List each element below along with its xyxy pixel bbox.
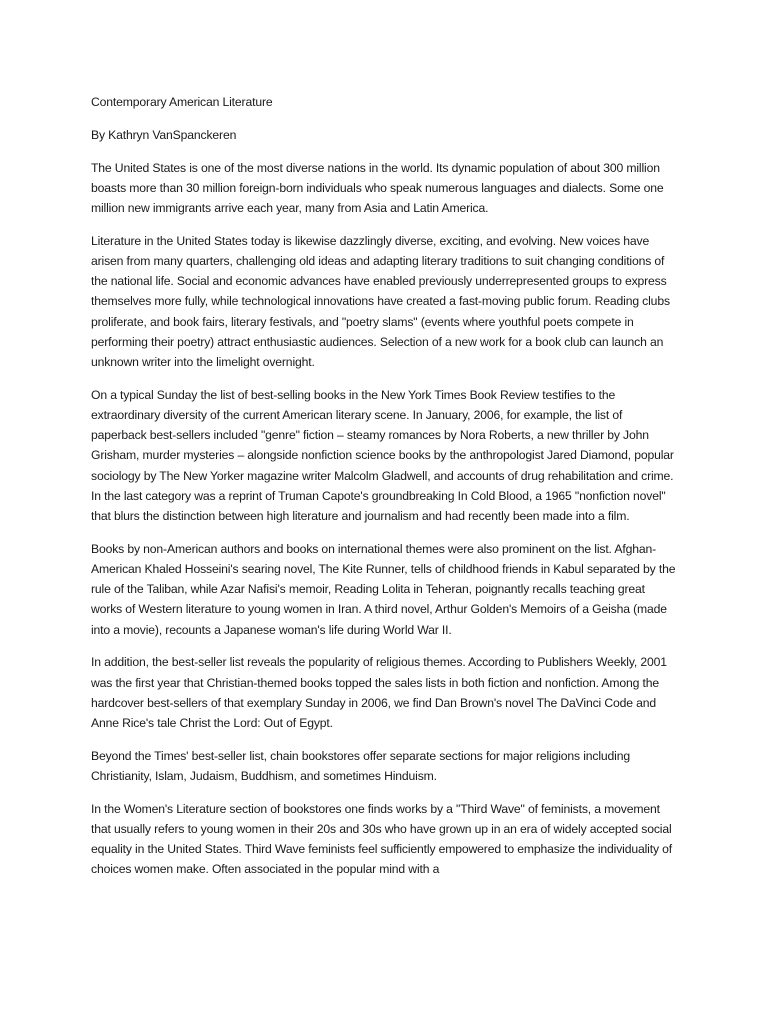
document-body [91, 92, 679, 892]
body-paragraph: In the Women's Literature section of bookstores one finds works by a "Third Wave" of feminists, a movement that usually refers to young women in their 20s and 30s who have grown up in an era of widely accepted social equality in the United States. Third Wave feminists feel sufficiently empowered to emphasize the individuality of choices women make. Often associated in the popular mind with a [91, 801, 672, 877]
body-paragraph: Literature in the United States today is likewise dazzlingly diverse, exciting, and evolving. New voices have arisen from many quarters, challenging old ideas and adapting literary traditions to suit changing conditions of the national life. Social and economic advances have enabled previously underrepresented groups to express themselves more fully, while technological innovations have created a fast-moving public forum. Reading clubs proliferate, and book fairs, literary festivals, and "poetry slams" (events where youthful poets compete in performing their poetry) attract enthusiastic audiences. Selection of a new work for a book club can launch an unknown writer into the limelight overnight. [91, 233, 670, 370]
body-paragraph: On a typical Sunday the list of best-selling books in the New York Times Book Review testifies to the extraordinary diversity of the current American literary scene. In January, 2006, for example, the list of paperback best-sellers included "genre" fiction – steamy romances by Nora Roberts, a new thriller by John Grisham, murder mysteries – alongside nonfiction science books by the anthropologist Jared Diamond, popular sociology by The New Yorker magazine writer Malcolm Gladwell, and accounts of drug rehabilitation and crime. In the last category was a reprint of Truman Capote's groundbreaking In Cold Blood, a 1965 "nonfiction novel" that blurs the distinction between high literature and journalism and had recently been made into a film. [91, 387, 674, 524]
body-paragraph: In addition, the best-seller list reveals the popularity of religious themes. According to Publishers Weekly, 2001 was the first year that Christian-themed books topped the sales lists in both fiction and nonfiction. Among the hardcover best-sellers of that exemplary Sunday in 2006, we find Dan Brown's novel The DaVinci Code and Anne Rice's tale Christ the Lord: Out of Egypt. [91, 655, 667, 731]
document-byline: By Kathryn VanSpanckeren [91, 127, 237, 142]
body-paragraph: The United States is one of the most diverse nations in the world. Its dynamic population of about 300 million boasts more than 30 million foreign-born individuals who speak numerous languages and dialects. Some one million new immigrants arrive each year, many from Asia and Latin America. [91, 160, 664, 215]
body-paragraph: Books by non-American authors and books on international themes were also prominent on the list. Afghan-American Khaled Hosseini's searing novel, The Kite Runner, tells of childhood friends in Kabul separated by the rule of the Taliban, while Azar Nafisi's memoir, Reading Lolita in Teheran, poignantly recalls teaching great works of Western literature to young women in Iran. A third novel, Arthur Golden's Memoirs of a Geisha (made into a movie), recounts a Japanese woman's life during World War II. [91, 541, 676, 637]
body-paragraph: Beyond the Times' best-seller list, chain bookstores offer separate sections for major religions including Christianity, Islam, Judaism, Buddhism, and sometimes Hinduism. [91, 748, 630, 784]
document-title: Contemporary American Literature [91, 95, 273, 109]
